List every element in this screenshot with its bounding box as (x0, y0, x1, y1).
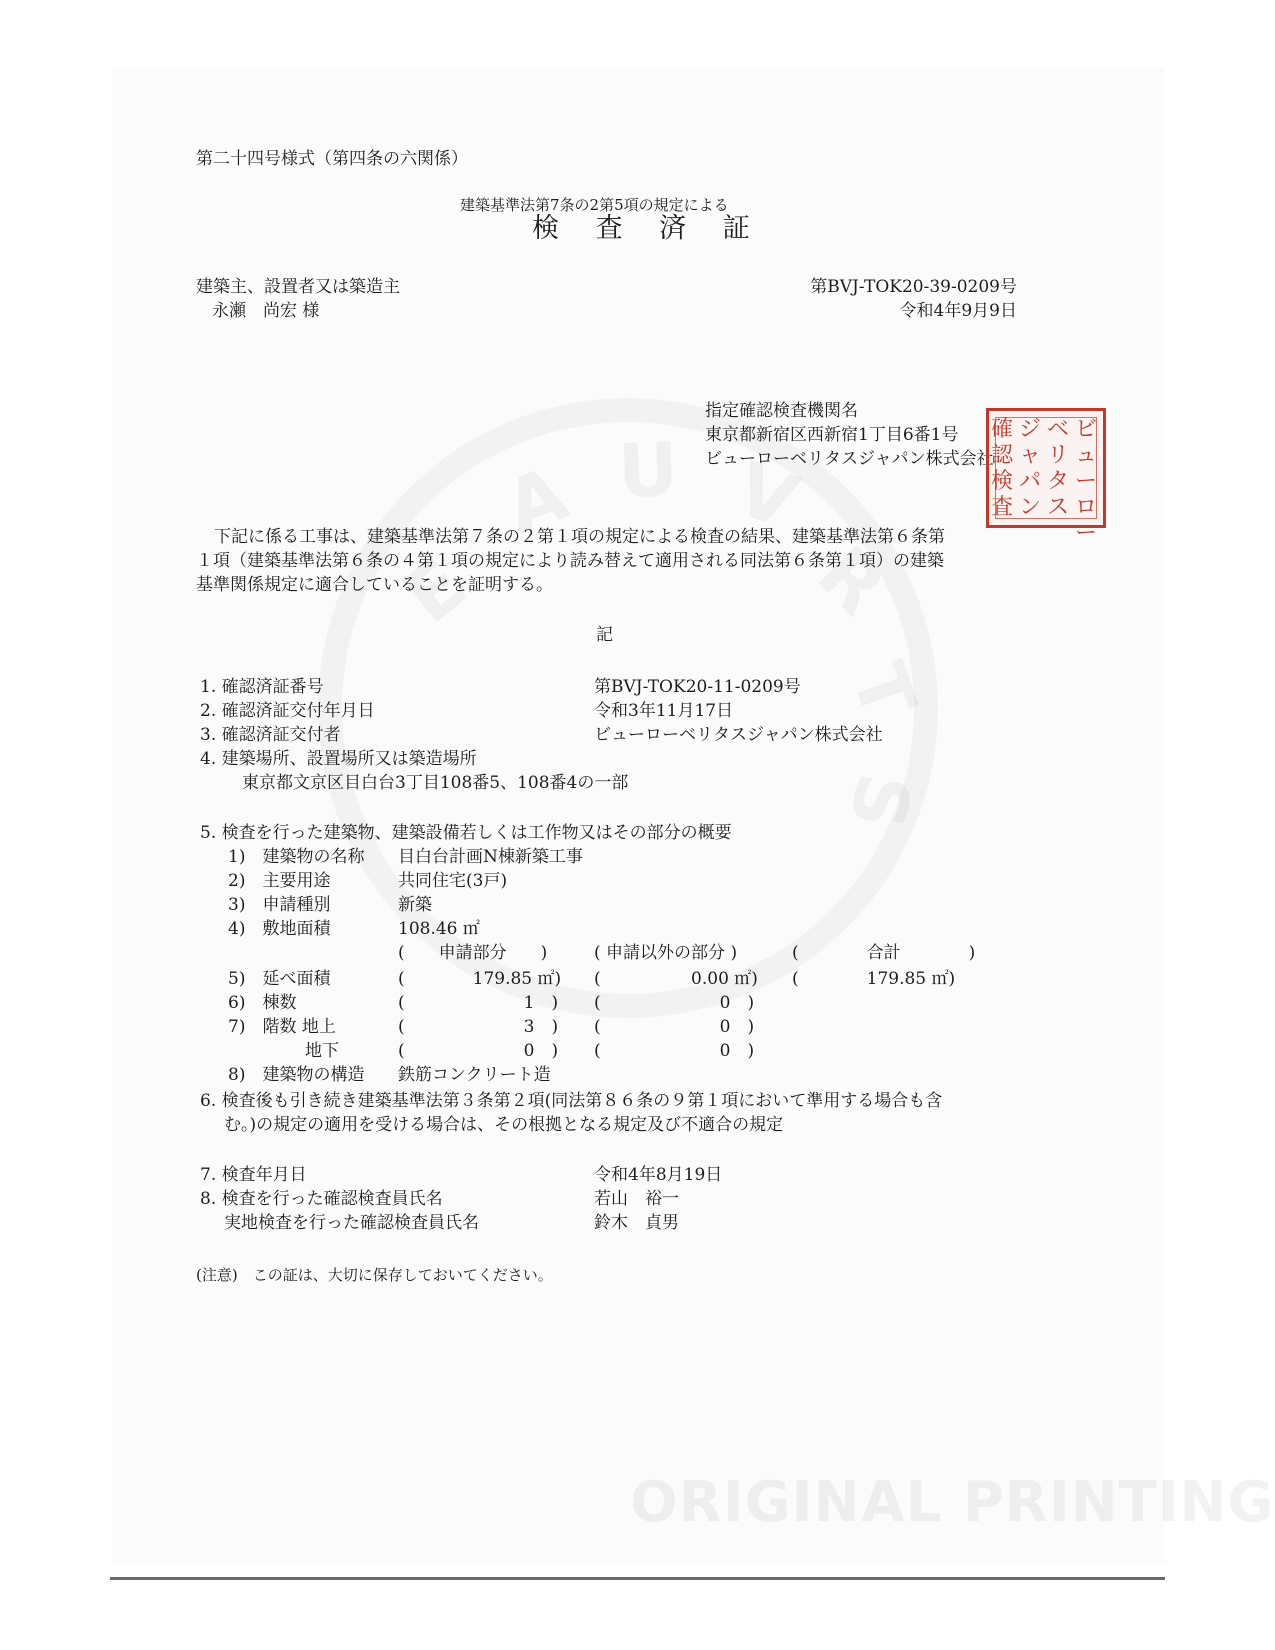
company-seal-stamp (986, 408, 1106, 546)
note-text: (注意) この証は、大切に保存しておいてください。 (196, 1266, 553, 1284)
sub-2-label: 2) 主要用途 (228, 871, 331, 891)
statement-line-1: 下記に係る工事は、建築基準法第７条の２第１項の規定による検査の結果、建築基準法第６条第 (214, 527, 945, 547)
agency-label: 指定確認検査機関名 (705, 401, 858, 421)
document-title: 検 査 済 証 (532, 213, 764, 244)
area-header-other: ( 申請以外の部分 ) (594, 943, 738, 963)
item-6-line-2: む。)の規定の適用を受ける場合は、その根拠となる規定及び不適合の規定 (224, 1115, 784, 1135)
sub-5-applied: ( 179.85 ㎡) (398, 969, 562, 989)
sub-8-value: 鉄筋コンクリート造 (398, 1065, 551, 1085)
sub-7-basement-other: ( 0 ) (594, 1041, 755, 1061)
seal-text-col1: ビューロー (1074, 417, 1097, 546)
item-6-line-1: 6. 検査後も引き続き建築基準法第３条第２項(同法第８６条の９第１項において準用する場合も含 (200, 1091, 943, 1111)
agency-name: ビューローベリタスジャパン株式会社 (705, 449, 994, 469)
sub-2-value: 共同住宅(3戸) (398, 871, 508, 891)
item-4-value: 東京都文京区目白台3丁目108番5、108番4の一部 (242, 773, 629, 793)
sub-7-other: ( 0 ) (594, 1017, 755, 1037)
statement-line-2: １項（建築基準法第６条の４第１項の規定により読み替えて適用される同法第６条第１項）の建築 (196, 551, 944, 571)
sub-7-applied: ( 3 ) (398, 1017, 559, 1037)
sub-1-value: 目白台計画N棟新築工事 (398, 847, 583, 867)
owner-label: 建築主、設置者又は築造主 (196, 277, 400, 297)
sub-3-label: 3) 申請種別 (228, 895, 331, 915)
item-8b-value: 鈴木 貞男 (594, 1213, 679, 1233)
sub-7-basement-label: 地下 (305, 1041, 339, 1061)
sub-1-label: 1) 建築物の名称 (228, 847, 365, 867)
item-1-value: 第BVJ-TOK20-11-0209号 (594, 677, 801, 697)
sub-5-label: 5) 延べ面積 (228, 969, 331, 989)
item-8-value: 若山 裕一 (594, 1189, 679, 1209)
item-8-label: 8. 検査を行った確認検査員氏名 (200, 1189, 443, 1209)
seal-text-col2: ベリタス (1046, 417, 1069, 520)
sub-6-label: 6) 棟数 (228, 993, 297, 1013)
item-4-label: 4. 建築場所、設置場所又は築造場所 (200, 749, 477, 769)
bottom-rule (110, 1577, 1165, 1580)
item-7-label: 7. 検査年月日 (200, 1165, 307, 1185)
sub-5-total: ( 179.85 ㎡) (792, 969, 956, 989)
item-1-label: 1. 確認済証番号 (200, 677, 324, 697)
sub-8-label: 8) 建築物の構造 (228, 1065, 365, 1085)
document-subtitle: 建築基準法第7条の2第5項の規定による (460, 196, 729, 214)
issue-date: 令和4年9月9日 (899, 301, 1017, 321)
sub-4-label: 4) 敷地面積 (228, 919, 331, 939)
sub-3-value: 新築 (398, 895, 432, 915)
area-header-total: ( 合計 ) (792, 943, 976, 963)
statement-line-3: 基準関係規定に適合していることを証明する。 (196, 575, 553, 595)
watermark-original-printing: ORIGINAL PRINTING (630, 1470, 1275, 1535)
seal-text-col4: 確認検査 (990, 417, 1013, 520)
area-header-applied: ( 申請部分 ) (398, 943, 548, 963)
ki-heading: 記 (596, 625, 613, 645)
item-3-value: ビューローベリタスジャパン株式会社 (594, 725, 883, 745)
sub-5-other: ( 0.00 ㎡) (594, 969, 758, 989)
sub-6-applied: ( 1 ) (398, 993, 559, 1013)
sub-7-basement-applied: ( 0 ) (398, 1041, 559, 1061)
sub-4-value: 108.46 ㎡ (398, 919, 480, 939)
item-2-value: 令和3年11月17日 (594, 701, 734, 721)
item-7-value: 令和4年8月19日 (594, 1165, 723, 1185)
item-3-label: 3. 確認済証交付者 (200, 725, 341, 745)
item-2-label: 2. 確認済証交付年月日 (200, 701, 375, 721)
certificate-number: 第BVJ-TOK20-39-0209号 (810, 277, 1017, 297)
sub-6-other: ( 0 ) (594, 993, 755, 1013)
agency-address: 東京都新宿区西新宿1丁目6番1号 (705, 425, 959, 445)
form-label: 第二十四号様式（第四条の六関係） (196, 149, 468, 169)
item-8b-label: 実地検査を行った確認検査員氏名 (224, 1213, 479, 1233)
seal-text-col3: ジャパン (1018, 417, 1041, 520)
item-5-label: 5. 検査を行った建築物、建築設備若しくは工作物又はその部分の概要 (200, 823, 732, 843)
sub-7-label: 7) 階数 地上 (228, 1017, 336, 1037)
owner-name: 永瀬 尚宏 様 (212, 301, 320, 321)
